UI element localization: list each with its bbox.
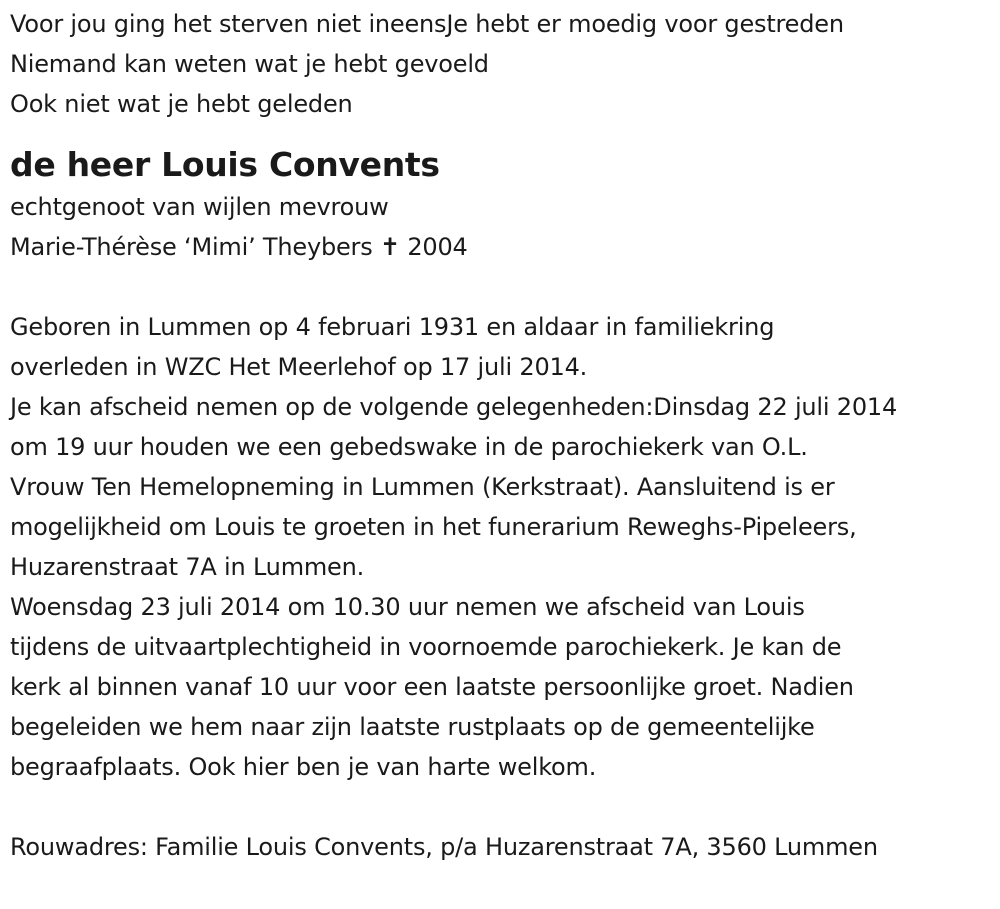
body-line: Geboren in Lummen op 4 februari 1931 en aldaar in familiekring	[10, 313, 775, 341]
body-line: overleden in WZC Het Meerlehof op 17 juli 2014.	[10, 353, 588, 381]
poem-line: Niemand kan weten wat je hebt gevoeld	[10, 50, 489, 78]
spacer	[10, 267, 995, 307]
body-line: begraafplaats. Ook hier ben je van harte welkom.	[10, 753, 597, 781]
body-line: Je kan afscheid nemen op de volgende gelegenheden:Dinsdag 22 juli 2014	[10, 393, 898, 421]
poem-line: Ook niet wat je hebt geleden	[10, 90, 353, 118]
body-line: mogelijkheid om Louis te groeten in het funerarium Reweghs-Pipeleers,	[10, 513, 857, 541]
deceased-name: de heer Louis Convents	[10, 145, 440, 184]
body-line: tijdens de uitvaartplechtigheid in voornoemde parochiekerk. Je kan de	[10, 633, 842, 661]
spouse-name: Marie-Thérèse ‘Mimi’ Theybers	[10, 233, 373, 261]
body-line: begeleiden we hem naar zijn laatste rustplaats op de gemeentelijke	[10, 713, 815, 741]
poem-line: Voor jou ging het sterven niet ineensJe hebt er moedig voor gestreden	[10, 10, 844, 38]
body-line: om 19 uur houden we een gebedswake in de parochiekerk van O.L.	[10, 433, 808, 461]
spouse-death-year: 2004	[407, 233, 468, 261]
obituary-body	[10, 307, 995, 787]
mourning-address: Rouwadres: Familie Louis Convents, p/a Huzarenstraat 7A, 3560 Lummen	[10, 833, 878, 861]
body-line: Woensdag 23 juli 2014 om 10.30 uur nemen we afscheid van Louis	[10, 593, 805, 621]
body-line: kerk al binnen vanaf 10 uur voor een laatste persoonlijke groet. Nadien	[10, 673, 854, 701]
body-line: Vrouw Ten Hemelopneming in Lummen (Kerkstraat). Aansluitend is er	[10, 473, 835, 501]
poem	[10, 4, 995, 124]
spacer	[10, 787, 995, 827]
body-line: Huzarenstraat 7A in Lummen.	[10, 553, 365, 581]
obituary-document	[10, 0, 995, 867]
cross-icon: ✝	[379, 233, 400, 261]
spouse-line	[10, 227, 995, 267]
spouse-intro: echtgenoot van wijlen mevrouw	[10, 193, 389, 221]
